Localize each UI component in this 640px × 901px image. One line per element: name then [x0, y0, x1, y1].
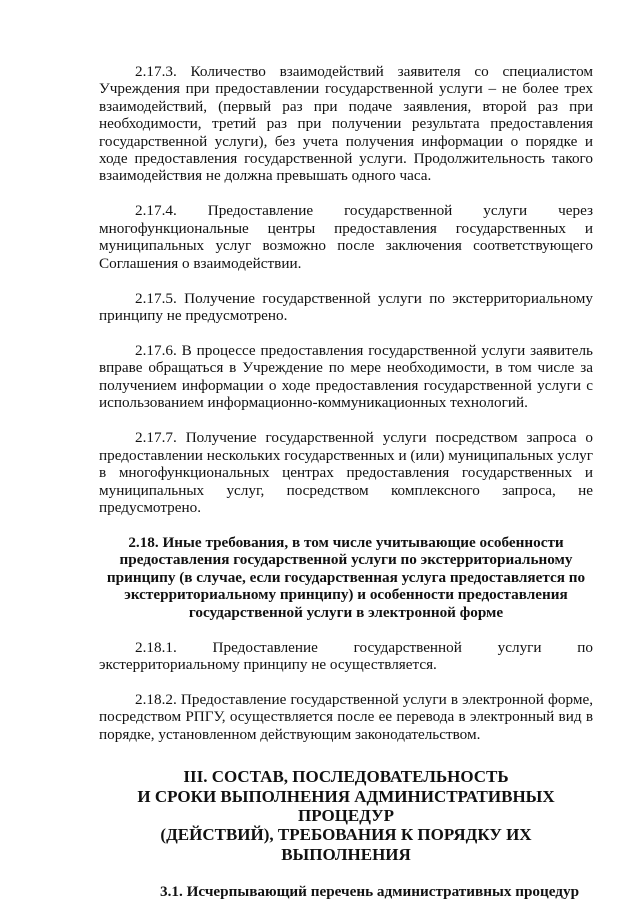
- paragraph-2-17-3: 2.17.3. Количество взаимодействий заявителя со специалистом Учреждения при предоставлении государственной услуги – не более трех взаимодействий, (первый раз при подаче заявления, второй раз при необходимости, третий раз при получении результата предоставления государственной услуги), без учета получения информации о порядке и ходе предоставления государственной услуги. Продолжительность такого взаимодействия не должна превышать одного часа.: [99, 63, 593, 185]
- section-3-title-line-1: III. СОСТАВ, ПОСЛЕДОВАТЕЛЬНОСТЬ: [183, 767, 509, 787]
- heading-2-18: 2.18. Иные требования, в том числе учитывающие особенности предоставления государственной услуги по экстерриториальному принципу (в случае, если государственная услуга предоставляется по экстерриториальному принципу) и особенности предоставления государственной услуги в электронной форме: [106, 533, 586, 621]
- paragraph-2-17-5: 2.17.5. Получение государственной услуги по экстерриториальному принципу не предусмотрено.: [99, 289, 593, 325]
- paragraph-2-18-2: 2.18.2. Предоставление государственной услуги в электронной форме, посредством РПГУ, осуществляется после ее перевода в электронный вид в порядке, установленном действующим законодательством.: [99, 690, 593, 743]
- paragraph-2-17-6: 2.17.6. В процессе предоставления государственной услуги заявитель вправе обращаться в Учреждение по мере необходимости, в том числе за получением информации о ходе предоставления государственной услуги с использованием информационно-коммуникационных технологий.: [99, 342, 593, 412]
- section-3-title-line-2: И СРОКИ ВЫПОЛНЕНИЯ АДМИНИСТРАТИВНЫХ ПРОЦЕДУР: [137, 786, 555, 825]
- section-3-title: [99, 767, 593, 864]
- paragraph-2-17-7: 2.17.7. Получение государственной услуги посредством запроса о предоставлении нескольких государственных и (или) муниципальных услуг в многофункциональных центрах предоставления государственных и муниципальных услуг, посредством комплексного запроса, не предусмотрено.: [99, 429, 593, 516]
- document-page: [99, 63, 593, 901]
- subsection-3-1-title: 3.1. Исчерпывающий перечень административных процедур: [160, 883, 580, 901]
- paragraph-2-17-4: 2.17.4. Предоставление государственной услуги через многофункциональные центры предоставления государственных и муниципальных услуг возможно после заключения соответствующего Соглашения о взаимодействии.: [99, 202, 593, 272]
- paragraph-2-18-1: 2.18.1. Предоставление государственной услуги по экстерриториальному принципу не осуществляется.: [99, 638, 593, 673]
- section-3-title-line-3: (ДЕЙСТВИЙ), ТРЕБОВАНИЯ К ПОРЯДКУ ИХ ВЫПОЛНЕНИЯ: [160, 825, 532, 864]
